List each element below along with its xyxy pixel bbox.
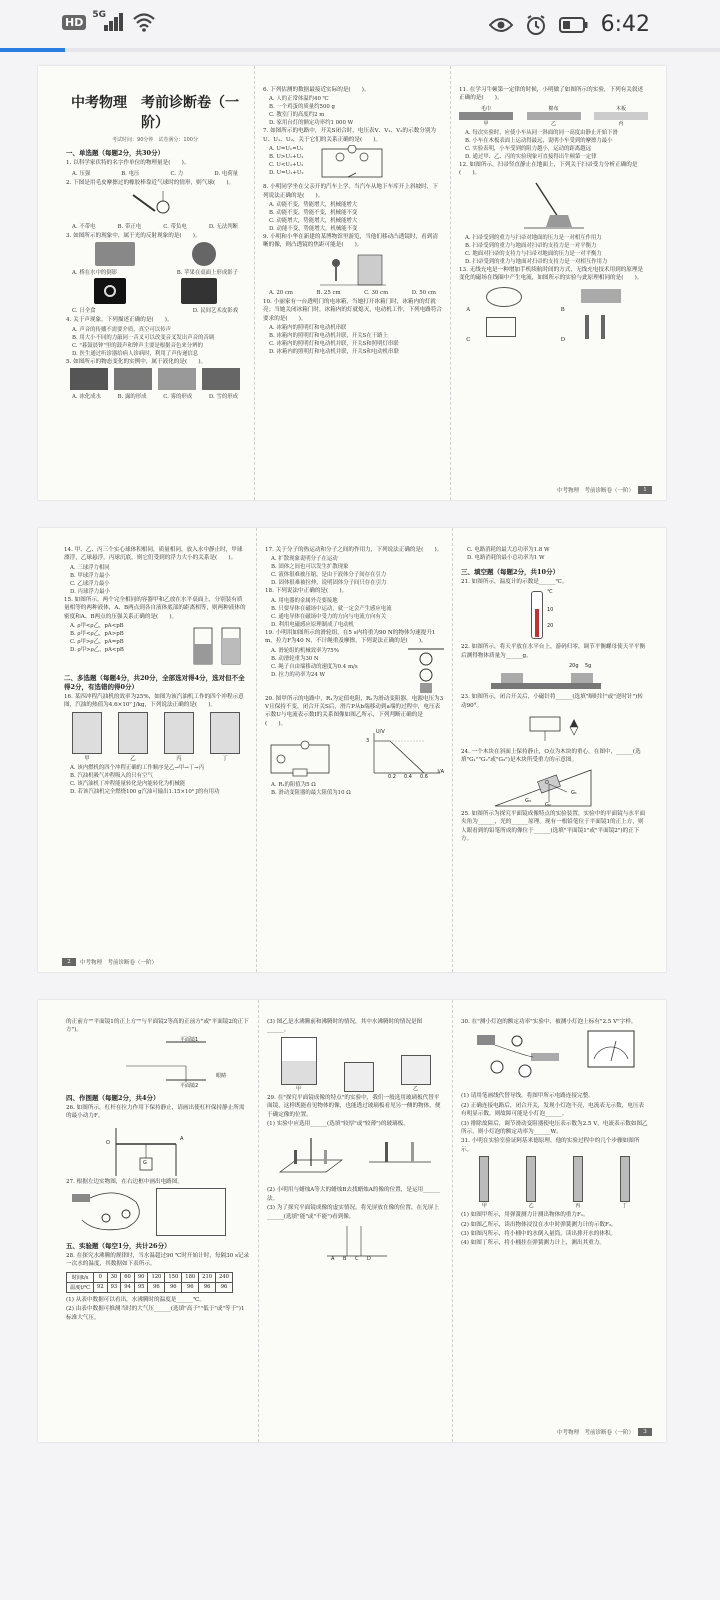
bridge-reflection-photo	[95, 242, 135, 266]
question-15-option-b: B. ρ甲<ρ乙，pA>pB	[70, 631, 124, 638]
question-20-option-b: B. 滑动变阻器的最大阻值为10 Ω	[271, 790, 351, 797]
alarm-icon	[525, 14, 547, 36]
question-17-option-b: B. 固体之间也可以发生扩散现象	[271, 564, 349, 571]
status-bar	[0, 0, 720, 46]
question-10-option-b: B. 冰箱内的照明灯和电动机并联，开关S在干路上	[269, 333, 388, 340]
lamp-circuit-figure	[461, 1029, 648, 1089]
battery-icon	[559, 15, 589, 35]
temperature-table	[66, 1272, 233, 1293]
question-9-options: A. 20 cm B. 25 cm C. 30 cm D. 50 cm	[269, 289, 436, 296]
question-31-sub-4: (4) 如图丁所示，将小桶挂在弹簧测力计上，测出其重力。	[461, 1240, 605, 1247]
question-30-sub-3: (3) 排除故障后，调节滑动变阻器使电压表示数为2.5 V，电流表示数如图乙所示，则小灯泡的额定功率为______W。	[461, 1120, 648, 1136]
question-30-sub-1: (1) 请用笔画线代替导线，将图甲所示电路连接完整。	[461, 1093, 594, 1100]
voltmeter-circuit-figure	[318, 145, 388, 183]
question-28-sub-2: (2) 由表中数据可推测当时的大气压______(选填"高于""低于"或"等于")1标准大气压。	[66, 1306, 245, 1321]
page-number: 2	[62, 958, 76, 966]
question-10-option-a: A. 冰箱内的照明灯和电动机串联	[269, 325, 347, 332]
question-4-option-d: D. 医生通过听诊器给病人诊病时，利用了声传递信息	[72, 350, 199, 357]
section-heading-drawing: 四、作图题（每题2分，共4分）	[66, 1093, 160, 1102]
apple-shadow-photo	[192, 242, 216, 266]
page-number: 1	[638, 486, 652, 494]
question-14-option-b: B. 甲球浮力最小	[70, 572, 110, 579]
question-3: 3. 如图所示的现象中，属于光的反射现象的是( )。	[66, 232, 201, 239]
question-28: 28. 在探究水沸腾的规律时，当水温超过90 ℃时开始计时，每隔30 s记录一次水的温度，其数据如下表所示。	[66, 1253, 250, 1268]
question-12-option-c: C. 地面对扫帚的支持力与扫帚对地面的压力是一对平衡力	[465, 250, 602, 257]
question-15-option-d: D. ρ甲>ρ乙，pA<pB	[70, 647, 124, 654]
question-6-option-a: A. 人的正常体温约40 ℃	[269, 96, 329, 103]
question-7-option-d: D. U=U₁+U₂	[269, 170, 304, 177]
page2-column-middle	[256, 528, 452, 972]
eye-icon	[489, 16, 513, 34]
hd-indicator: HD	[62, 15, 86, 30]
page-footer: 中考物理 考前诊断卷（一阶） 3	[557, 1428, 652, 1436]
question-5-photos	[66, 368, 244, 390]
question-11-option-c: C. 实验表明，小车受到的阻力越小，运动的距离越远	[465, 145, 591, 152]
question-17-option-a: A. 扩散现象说明分子在运动	[271, 556, 338, 563]
question-11-option-a: A. 每次实验时，应使小车从同一斜面的同一高度由静止开始下滑	[465, 129, 618, 136]
question-20-circuit	[265, 737, 335, 781]
question-21: 21. 如图所示，温度计的示数是______℃。	[461, 579, 568, 585]
question-8: 8. 小明同学坐在父亲开的汽车上学，当汽车从地下车库开上斜坡时，下列说法正确的是( )。	[263, 184, 438, 199]
question-18: 18. 下列说法中正确的是( )。	[265, 588, 348, 595]
shadow-play-photo	[181, 278, 217, 304]
mirror-angle-figure: A B C D	[331, 1256, 371, 1263]
solenoid-figure	[520, 713, 590, 745]
question-16-option-c: C. 该汽油机丁冲程能量转化是内能转化为机械能	[70, 780, 186, 787]
question-14-option-c: C. 乙球浮力最小	[70, 580, 110, 587]
question-20: 20. 图甲所示的电路中，R₁为定值电阻，R₂为滑动变阻器，电源电压为3 V且保持不变，闭合开关S后，滑片P从b端移动到a端的过程中，电压表示数U与电流表示数I的关系图像如图乙所示，下列判断正确的是( )。	[265, 695, 444, 727]
question-29-sub-1: (1) 实验中应选用______(选填"较厚"或"较薄")的玻璃板。	[267, 1121, 409, 1128]
table-row: 温度t/℃ 92 93 94 95 96 96 96 96 96	[67, 1282, 233, 1292]
question-19-option-a: A. 滑轮组的机械效率为75%	[271, 647, 339, 654]
table-row: 时间t/s 0 30 60 90 120 150 180 210 240	[67, 1272, 233, 1282]
circuit-drawing-figure	[66, 1188, 250, 1236]
question-10: 10. 小丽家有一台透明门的电冰箱，当她打开冰箱门时，冰箱内的灯就亮；当她关闭冰箱门时，冰箱内的灯就熄灭，电动机工作，下列电路符合要求的是( )。	[263, 298, 443, 322]
archimedes-figure: 甲 乙 丙 丁	[461, 1156, 648, 1209]
question-6: 6. 下列估测的数据最接近实际的是( )。	[263, 87, 370, 93]
question-30-sub-2: (2) 正确连接电路后，闭合开关，发现小灯泡不亮，电流表无示数，电压表有明显示数，则故障可能是小灯泡______。	[461, 1102, 645, 1118]
question-31-sub-2: (2) 如图乙所示，读出物体浸没在水中时弹簧测力计的示数F₂。	[461, 1221, 617, 1228]
question-26: 26. 如图所示，杠杆在拉力作用下保持静止，请画出使杠杆保持静止所需的最小动力F。	[66, 1104, 245, 1120]
page2-column-left	[38, 528, 256, 972]
question-18-option-d: D. 利用电磁感应原理制成了电动机	[271, 621, 355, 628]
question-10-option-c: C. 冰箱内的照明灯和电动机并联，开关S和照明灯串联	[269, 341, 399, 348]
mirror-figure: 平面镜1 平面镜2 眼睛	[180, 1036, 227, 1089]
reading-progress-bar	[0, 48, 720, 52]
page1-column-left	[38, 66, 254, 500]
question-19-option-d: D. 拉力的功率为24 W	[271, 671, 326, 678]
question-13: 13. 无线充电是一种增加手机续航时间的方式，无线充电技术用到的原理是变化的磁场在线圈中产生电流，如图所示的实验与此原理相同的是( )。	[459, 266, 644, 282]
network-type: 5G	[92, 10, 106, 20]
page2-column-right	[452, 528, 666, 972]
page-title: 中考物理 考前诊断卷（一阶）	[71, 95, 239, 131]
pulley-figure	[408, 647, 444, 695]
question-17-option-c: C. 液体很难被压缩，是由于液体分子间存在引力	[271, 572, 387, 579]
question-29: 29. 在"探究平面镜成像的特点"的实验中，我们一般选用玻璃板代替平面镜，这样既能看见物体的像，也能透过玻璃板看见另一侧的物体，便于确定像的位置。	[267, 1094, 441, 1118]
question-1-options: A. 压强 B. 电压 C. 力 D. 电荷量	[72, 171, 238, 178]
question-14-option-a: A. 三球浮力相同	[70, 564, 110, 571]
incline-block-figure: O G₁ G₂ G₃	[461, 766, 648, 810]
question-18-option-a: A. 用电器的金属外壳要接地	[271, 597, 338, 604]
museum-lens-figure	[318, 253, 388, 287]
engine-strokes-figure: 甲 乙 丙 丁	[64, 712, 248, 762]
question-16-option-b: B. 汽油机吸气冲程吸入的只有空气	[70, 772, 153, 779]
question-8-option-c: C. 动能增大，势能增大，机械能增大	[269, 218, 358, 225]
thermometer-figure: ℃ 10 20	[461, 587, 648, 643]
question-4-option-c: C. "暮鼓晨钟"里的鼓声和钟声主要是根据音色来分辨的	[72, 342, 203, 349]
document-page-1[interactable]	[38, 66, 666, 500]
document-page-2[interactable]	[38, 528, 666, 972]
question-25-continued: 的正前方""平面镜1的正上方""与平面镜2等高的正前方"或"平面镜2的正下方")。	[66, 1019, 249, 1034]
question-6-option-d: D. 家用台灯的额定功率约1 000 W	[269, 120, 354, 127]
question-8-option-a: A. 动能不变，势能增大，机械能增大	[269, 202, 358, 209]
question-23: 23. 如图所示，闭合开关后，小磁针将______(选填"顺时针"或"逆时针")转动90°。	[461, 694, 643, 709]
question-27: 27. 根据左边实物图，在右边框中画出电路图。	[66, 1178, 183, 1185]
question-15-option-c: C. ρ甲>ρ乙，pA=pB	[70, 639, 124, 646]
reading-progress-fill	[0, 48, 65, 52]
question-17-option-d: D. 固体很难被拉伸，说明固体分子间只存在引力	[271, 580, 387, 587]
question-7: 7. 如图所示的电路中，开关S闭合时，电压表V、V₁、V₂的示数分别为U、U₁、U₂，关于它们的关系正确的是( )。	[263, 128, 436, 143]
question-28-sub-1: (1) 从表中数据可以看出，水沸腾时的温度是______℃。	[66, 1296, 206, 1303]
question-16: 16. 某四冲程汽油机的效率为25%，如图为该汽油机工作的四个冲程示意图，汽油的热值为4.6×10⁷ J/kg，下列说法正确的是( )。	[64, 694, 244, 709]
question-31-sub-1: (1) 如图甲所示，用弹簧测力计测出物体的重力F₁。	[461, 1212, 589, 1219]
question-4-option-b: B. 用大小不同的力敲同一音叉可以改变音叉发出声音的音调	[72, 334, 215, 341]
question-3-options-cd: C. 日全食 D. 民间艺术皮影戏	[72, 308, 238, 315]
broom-figure	[524, 181, 584, 231]
question-20-option-d: D. 电路消耗的最小总功率为1 W	[467, 555, 545, 561]
page1-column-right	[450, 66, 666, 500]
ui-graph: U/V I/A 0.2 0.4 0.6 3	[366, 729, 444, 781]
question-14-option-d: D. 丙球浮力最小	[70, 588, 110, 595]
page-footer: 中考物理 考前诊断卷（一阶） 1	[557, 486, 652, 494]
question-31: 31. 小明在实验室验证阿基米德原理，他的实验过程中的几个步骤如图所示。	[461, 1138, 640, 1153]
question-24: 24. 一个木块在斜面上保持静止，O点为木块的重心，在图中，______(选填"G₁""G₂"或"G₃")是木块所受重力的示意图。	[461, 749, 641, 764]
question-28-sub-3: (3) 图乙是水沸腾前和沸腾时的情况，其中水沸腾时的情况是图______。	[267, 1019, 423, 1034]
question-5-options: A. 冰化成水 B. 露的形成 C. 雾的形成 D. 雪的形成	[72, 394, 238, 401]
question-13-figures: A B C D	[459, 283, 648, 343]
question-17: 17. 关于分子的热运动和分子之间的作用力，下列说法正确的是( )。	[265, 547, 443, 553]
lever-figure: O A G	[66, 1122, 250, 1178]
question-7-option-b: B. U>U₁+U₂	[269, 154, 304, 161]
question-2: 2. 下图是用毛皮摩擦过的橡胶棒靠近气球时的情形，则气球( )。	[66, 180, 235, 187]
exam-meta: 考试时间：90分钟 试卷满分：100分	[112, 137, 198, 143]
section-heading: 一、单选题（每题2分，共30分）	[66, 149, 165, 157]
page3-column-right	[452, 1000, 666, 1442]
question-7-option-a: A. U=U₁=U₂	[269, 146, 304, 153]
question-18-option-b: B. 只要导体在磁场中运动，就一定会产生感应电流	[271, 605, 392, 612]
two-containers-figure	[188, 622, 248, 668]
question-9: 9. 小明和小华在新建的某博物馆里游览，当他们移动凸透镜时，看到清晰的像，则凸透镜的焦距可能是( )。	[263, 234, 438, 249]
question-1: 1. 以科学家伏特的名字作单位的物理量是( )。	[66, 160, 190, 166]
question-15-option-a: A. ρ甲<ρ乙，pA<pB	[70, 623, 124, 630]
question-7-option-c: C. U<U₁+U₂	[269, 162, 304, 169]
page3-column-middle	[258, 1000, 452, 1442]
balance-figure: 20g 5g	[461, 661, 648, 693]
page-number: 3	[638, 1428, 652, 1436]
question-16-option-d: D. 若该汽油机完全燃烧100 g汽油可输出1.15×10⁶ J的有用功	[70, 788, 220, 795]
question-8-option-d: D. 动能不变，势能增大，机械能不变	[269, 226, 358, 233]
page3-column-left	[38, 1000, 258, 1442]
question-12: 12. 如图所示，扫帚竖直静止在地面上，下列关于扫帚受力分析正确的是( )。	[459, 161, 638, 177]
question-20-option-a: A. R₁的阻值为5 Ω	[271, 782, 316, 789]
balloon-rod-figure	[125, 191, 185, 219]
question-22: 22. 如图所示，将天平放在水平台上，游码归零，调节平衡螺母使天平平衡后测得物体质量为______g。	[461, 644, 646, 659]
section-heading-experiment: 五、实验题（每空1分，共计26分）	[66, 1242, 171, 1251]
question-10-option-d: D. 冰箱内的照明灯和电动机并联，开关S和电动机串联	[269, 349, 399, 356]
question-25: 25. 如图所示为探究平面镜成像特点的实验装置，实验中的平面镜与水平面夹角为______，光的______原理。现有一根铅笔位于平面镜1的正上方，则人眼看到的铅笔所成的像位于______(选填"平面镜1"或"平面镜2")的正下方。	[461, 810, 646, 843]
question-12-option-d: D. 扫帚受到的重力与地面对扫帚的支持力是一对相互作用力	[465, 258, 608, 265]
question-16-option-a: A. 该内燃机的四个冲程正确的工作顺序是乙→甲→丁→丙	[70, 764, 205, 771]
clock: 6:42	[600, 12, 650, 37]
question-14: 14. 甲、乙、丙三个实心球体积相同，质量相同，放入水中静止时，甲球漂浮，乙球悬浮，丙球沉底，则它们受到的浮力大小的关系是( )。	[64, 547, 243, 562]
question-2-options: A. 不带电 B. 带正电 C. 带负电 D. 无法判断	[72, 223, 238, 230]
question-5: 5. 如图所示的物态变化的实例中，属于液化的是( )。	[66, 358, 207, 365]
solar-eclipse-photo	[94, 278, 126, 304]
mirror-experiment-figure	[267, 1132, 444, 1182]
section-heading-multi: 二、多选题（每题4分，共20分，全部选对得4分，选对但不全得2分，有选错的得0分）	[64, 674, 245, 692]
question-11-figure: 毛巾 甲 棉布 乙 木板 丙	[459, 105, 648, 127]
answer-box[interactable]	[156, 1188, 226, 1236]
signal-icon	[92, 12, 126, 32]
question-31-sub-3: (3) 如图丙所示，将小桶中的水倒入量筒，读出排开水的体积。	[461, 1231, 617, 1238]
page1-column-middle	[254, 66, 450, 500]
document-page-3[interactable]	[38, 1000, 666, 1442]
question-4: 4. 关于声现象，下列描述正确的是( )。	[66, 317, 173, 324]
boiling-figure: 甲 乙	[267, 1037, 444, 1092]
question-11-option-b: B. 小车在木板表面上运动得最远，说明小车受到的摩擦力最小	[465, 137, 613, 144]
question-15: 15. 如图所示，两个完全相同的容器甲和乙放在水平桌面上，分别装有质量相等的两种液体，A、B两点到各自液体底部的距离相等，则两种液体的密度和A、B两点的压强关系正确的是( )。	[64, 596, 246, 620]
question-19: 19. 小明用如图所示的滑轮组，在5 s内将重为90 N的物体匀速提升1 m，拉力F为40 N，不计绳重及摩擦，下列说法正确的是( )。	[265, 629, 436, 645]
question-4-option-a: A. 声音的传播不需要介质，真空可以传声	[72, 326, 171, 333]
question-12-option-b: B. 扫帚受到的重力与地面对扫帚的支持力是一对平衡力	[465, 242, 597, 249]
question-8-option-b: B. 动能不变，势能不变，机械能不变	[269, 210, 358, 217]
question-20-option-c: C. 电路消耗的最大总功率为1.8 W	[467, 547, 550, 553]
question-6-option-c: C. 教室门的高度约2 m	[269, 112, 325, 119]
question-18-option-c: C. 通电导体在磁场中受力的方向与电流方向有关	[271, 613, 387, 620]
question-6-option-b: B. 一个鸡蛋的质量约500 g	[269, 104, 335, 111]
section-heading-fill: 三、填空题（每题2分，共10分）	[461, 568, 560, 576]
question-12-option-a: A. 扫帚受到的重力与扫帚对地面的压力是一对相互作用力	[465, 234, 602, 241]
question-19-option-c: C. 绳子自由端移动的速度为0.4 m/s	[271, 663, 358, 670]
question-3-options-ab: A. 桥在水中的倒影 B. 苹果在桌面上形成影子	[72, 270, 238, 277]
question-11: 11. 在学习牛顿第一定律的时候，小明做了如图所示的实验，下列有关叙述正确的是( )。	[459, 87, 644, 102]
wifi-icon	[132, 12, 156, 32]
page-footer: 2 中考物理 考前诊断卷（一阶）	[62, 958, 157, 966]
question-30: 30. 在"测小灯泡的额定功率"实验中，被测小灯泡上标有"2.5 V"字样。	[461, 1019, 637, 1025]
question-29-sub-3: (3) 为了探究平面镜成像的虚实情况，将光屏放在像的位置，在光屏上______(选填"能"或"不能")看到像。	[267, 1205, 439, 1220]
question-19-option-b: B. 动滑轮重为30 N	[271, 655, 319, 662]
question-11-option-d: D. 通过甲、乙、丙的实验现象可直接得出牛顿第一定律	[465, 153, 597, 160]
question-29-sub-2: (2) 小明用与蜡烛A等大的蜡烛B去找蜡烛A的像的位置，是运用______法。	[267, 1187, 440, 1202]
